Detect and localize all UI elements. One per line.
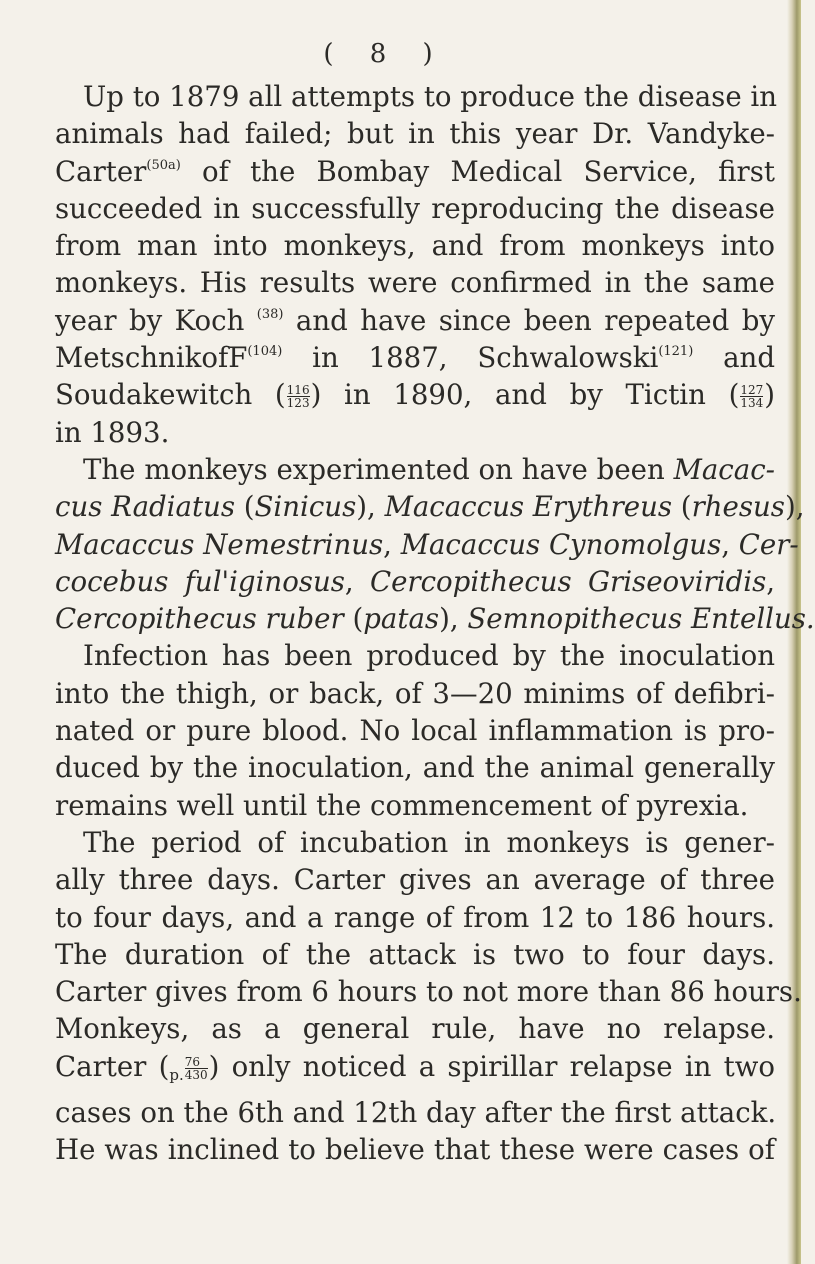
text-line: Up to 1879 all attempts to produce the disease in (83, 80, 778, 113)
text-line: monkeys. His results were confirmed in the same (55, 266, 775, 300)
text-line: ally three days. Carter gives an average of three (55, 863, 775, 897)
text-line: from man into monkeys, and from monkeys into (55, 229, 775, 263)
footnote-ref: (121) (658, 344, 694, 360)
paragraph-body (55, 78, 778, 451)
text-line: The period of incubation in monkeys is gener- (83, 825, 775, 859)
text-line: Carter gives from 6 hours to not more than 86 hours. (55, 975, 802, 1009)
paragraph-species (55, 451, 815, 637)
book-page (55, 30, 815, 1169)
fraction: $\frac{127}{134}$ (740, 383, 764, 411)
text-line: Macaccus Nemestrinus, Macaccus Cynomolgus, Cer- (55, 527, 799, 561)
fraction: $\frac{76}{430}$ (184, 1054, 208, 1082)
text-line: in 1893. (55, 415, 170, 449)
text-line: animals had failed; but in this year Dr. Vandyke- (55, 117, 775, 151)
footnote-ref: (104) (247, 344, 283, 360)
text-line: duced by the inoculation, and the animal generally (55, 751, 775, 785)
text-line: Cercopithecus ruber (patas), Semnopithecus Entellus. (55, 602, 815, 636)
paragraph-infection (55, 637, 775, 823)
text-line: into the thigh, or back, of 3—20 minims of defibri- (55, 676, 775, 710)
text-line: cases on the 6th and 12th day after the first attack. (55, 1096, 777, 1130)
page-number: ( 8 ) (323, 39, 447, 69)
text-line: nated or pure blood. No local inflammation is pro- (55, 714, 775, 748)
text-line: Monkeys, as a general rule, have no relapse. (55, 1012, 775, 1046)
footnote-ref: (38) (256, 306, 284, 322)
text-line: Carter ($_{p.}$ $\frac{76}{430}$ ) only noticed a spirillar relapse in two (55, 1049, 775, 1084)
fraction: $\frac{116}{123}$ (286, 383, 310, 411)
text-line: The duration of the attack is two to four days. (55, 937, 775, 971)
text-line: cocebus ful'iginosus, Cercopithecus Griseoviridis, (55, 564, 776, 598)
footnote-ref: (50a) (146, 157, 181, 173)
text-line: The monkeys experimented on have been Macac- (83, 452, 775, 486)
text-line: year by Koch $^{(38)}$ and have since been repeated by (55, 303, 775, 337)
text-line: Infection has been produced by the inoculation (83, 639, 775, 673)
text-line: remains well until the commencement of pyrexia. (55, 788, 749, 822)
text-line: He was inclined to believe that these were cases of (55, 1133, 775, 1167)
text-line: cus Radiatus (Sinicus), Macaccus Erythreus (rhesus), (55, 490, 805, 524)
paragraph-incubation (55, 824, 802, 1169)
text-line: MetschnikofF$^{(104)}$ in 1887, Schwalowski$^{(121)}$ and (55, 341, 775, 375)
text-line: to four days, and a range of from 12 to 186 hours. (55, 900, 775, 934)
text-line: Soudakewitch ( $\frac{116}{123}$ ) in 1890, and by Tictin ( $\frac{127}{134}$ ) (55, 378, 775, 412)
text-line: succeeded in successfully reproducing the disease (55, 191, 775, 225)
text-line: Carter$^{(50a)}$ of the Bombay Medical Service, first (55, 154, 775, 188)
